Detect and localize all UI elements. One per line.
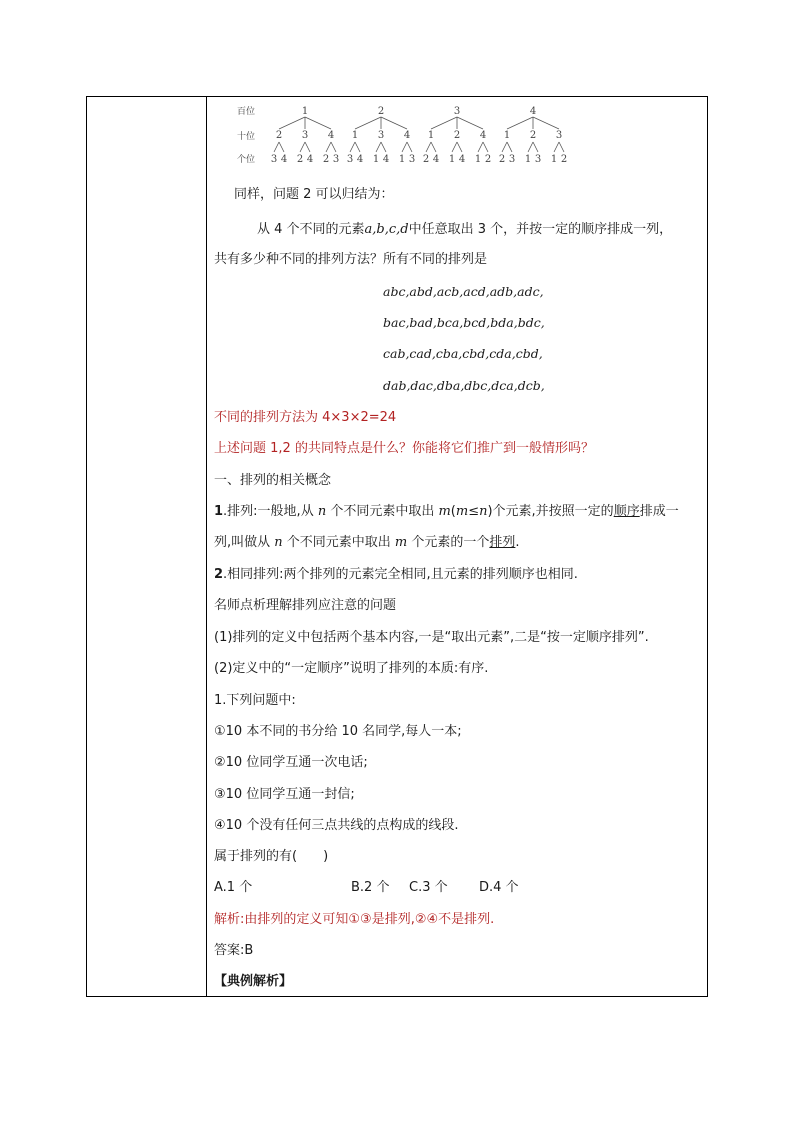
tree-diagram	[237, 105, 577, 167]
tree-edge	[402, 142, 407, 152]
tree-edge	[326, 142, 331, 152]
tree-edge	[376, 142, 381, 152]
tree-node-tens: 3	[301, 130, 309, 141]
tree-node-tens: 4	[479, 130, 487, 141]
line-cong: 从 4 个不同的元素a,b,c,d中任意取出 3 个，并按一定的顺序排成一列，	[257, 222, 673, 237]
column-divider	[206, 97, 207, 996]
tree-edge	[355, 117, 381, 129]
tree-node-tens: 3	[555, 130, 563, 141]
tree-node-ones: 1	[372, 154, 380, 165]
line-tongyang: 同样，问题 2 可以归结为：	[234, 187, 394, 202]
tree-node-ones: 2	[296, 154, 304, 165]
tree-node-ones: 4	[382, 154, 390, 165]
analysis: 解析:由排列的定义可知①③是排列,②④不是排列.	[214, 912, 495, 927]
tree-node-tens: 2	[453, 130, 461, 141]
tree-edge	[305, 117, 331, 129]
content-table	[86, 96, 708, 997]
tree-edge	[554, 142, 559, 152]
tree-edge	[507, 117, 533, 129]
red-total: 不同的排列方法为 4×3×2=24	[214, 410, 397, 425]
option-d: D.4 个	[479, 880, 519, 895]
tree-edge	[528, 142, 533, 152]
tree-edge	[483, 142, 488, 152]
tree-edge	[457, 117, 483, 129]
tree-node-ones: 4	[280, 154, 288, 165]
teacher-note-title: 名师点析理解排列应注意的问题	[214, 598, 397, 613]
definition-2: 2.相同排列:两个排列的元素完全相同,且元素的排列顺序也相同.	[214, 567, 578, 582]
tree-node-tens: 4	[403, 130, 411, 141]
line-gongyou: 共有多少种不同的排列方法？所有不同的排列是	[214, 252, 488, 267]
tree-label-tens: 十位	[237, 132, 256, 142]
tree-edge	[431, 142, 436, 152]
tree-node-hundreds: 3	[453, 106, 461, 117]
question-prompt: 属于排列的有( )	[214, 849, 329, 864]
tree-edge	[559, 142, 564, 152]
question-item-2: ②10 位同学互通一次电话;	[214, 755, 368, 770]
perm-row-4: dab,dac,dba,dbc,dca,dcb,	[383, 378, 545, 393]
tree-node-ones: 2	[422, 154, 430, 165]
tree-edge	[478, 142, 483, 152]
tree-edge	[431, 117, 457, 129]
tree-edge	[331, 142, 336, 152]
tree-edge	[305, 142, 310, 152]
tree-node-ones: 2	[560, 154, 568, 165]
tree-edge	[502, 142, 507, 152]
answer: 答案:B	[214, 943, 254, 958]
tree-edge	[426, 142, 431, 152]
section-heading: 一、排列的相关概念	[214, 473, 332, 488]
example-heading: 【典例解析】	[214, 974, 293, 989]
tree-edge	[407, 142, 412, 152]
option-a: A.1 个	[214, 880, 253, 895]
tree-edge	[507, 142, 512, 152]
tree-node-ones: 2	[484, 154, 492, 165]
tree-node-tens: 2	[529, 130, 537, 141]
definition-1: 1.排列:一般地,从 n 个不同元素中取出 m(m≤n)个元素,并按照一定的顺序排成一	[214, 504, 679, 519]
tree-node-ones: 1	[474, 154, 482, 165]
tree-node-ones: 1	[448, 154, 456, 165]
tree-node-hundreds: 2	[377, 106, 385, 117]
option-b: B.2 个	[351, 880, 390, 895]
tree-edge	[350, 142, 355, 152]
tree-node-ones: 4	[432, 154, 440, 165]
tree-label-ones: 个位	[237, 155, 256, 165]
question-item-3: ③10 位同学互通一封信;	[214, 787, 355, 802]
tree-node-ones: 3	[534, 154, 542, 165]
tree-node-ones: 3	[332, 154, 340, 165]
tree-edge	[300, 142, 305, 152]
tree-node-ones: 4	[306, 154, 314, 165]
red-question: 上述问题 1,2 的共同特点是什么？你能将它们推广到一般情形吗？	[214, 441, 594, 456]
perm-row-3: cab,cad,cba,cbd,cda,cbd,	[383, 346, 543, 361]
tree-edge	[279, 117, 305, 129]
teacher-note-1: (1)排列的定义中包括两个基本内容,一是“取出元素”,二是“按一定顺序排列”.	[214, 630, 649, 645]
tree-edge	[279, 142, 284, 152]
tree-node-tens: 1	[427, 130, 435, 141]
tree-edge	[452, 142, 457, 152]
tree-node-ones: 4	[356, 154, 364, 165]
tree-edge	[533, 142, 538, 152]
tree-node-ones: 3	[270, 154, 278, 165]
tree-node-ones: 1	[524, 154, 532, 165]
tree-edge	[381, 117, 407, 129]
tree-node-hundreds: 4	[529, 106, 537, 117]
tree-edge	[274, 142, 279, 152]
tree-node-ones: 1	[398, 154, 406, 165]
tree-node-tens: 2	[275, 130, 283, 141]
definition-1-cont: 列,叫做从 n 个不同元素中取出 m 个元素的一个排列.	[214, 535, 520, 550]
tree-node-ones: 1	[550, 154, 558, 165]
perm-row-1: abc,abd,acb,acd,adb,adc,	[383, 284, 544, 299]
tree-node-tens: 1	[351, 130, 359, 141]
question-item-1: ①10 本不同的书分给 10 名同学,每人一本;	[214, 724, 462, 739]
tree-node-ones: 4	[458, 154, 466, 165]
tree-edge	[381, 142, 386, 152]
tree-edge	[533, 117, 559, 129]
question-item-4: ④10 个没有任何三点共线的点构成的线段.	[214, 818, 459, 833]
perm-row-2: bac,bad,bca,bcd,bda,bdc,	[383, 315, 545, 330]
tree-edge	[355, 142, 360, 152]
tree-node-ones: 3	[408, 154, 416, 165]
tree-node-ones: 2	[498, 154, 506, 165]
option-c: C.3 个	[409, 880, 448, 895]
tree-node-ones: 3	[508, 154, 516, 165]
tree-node-ones: 2	[322, 154, 330, 165]
tree-node-ones: 3	[346, 154, 354, 165]
tree-node-hundreds: 1	[301, 106, 309, 117]
tree-node-tens: 3	[377, 130, 385, 141]
tree-node-tens: 4	[327, 130, 335, 141]
tree-label-hundreds: 百位	[237, 107, 256, 117]
question-intro: 1.下列问题中:	[214, 693, 296, 708]
tree-node-tens: 1	[503, 130, 511, 141]
tree-edge	[457, 142, 462, 152]
teacher-note-2: (2)定义中的“一定顺序”说明了排列的本质:有序.	[214, 661, 489, 676]
